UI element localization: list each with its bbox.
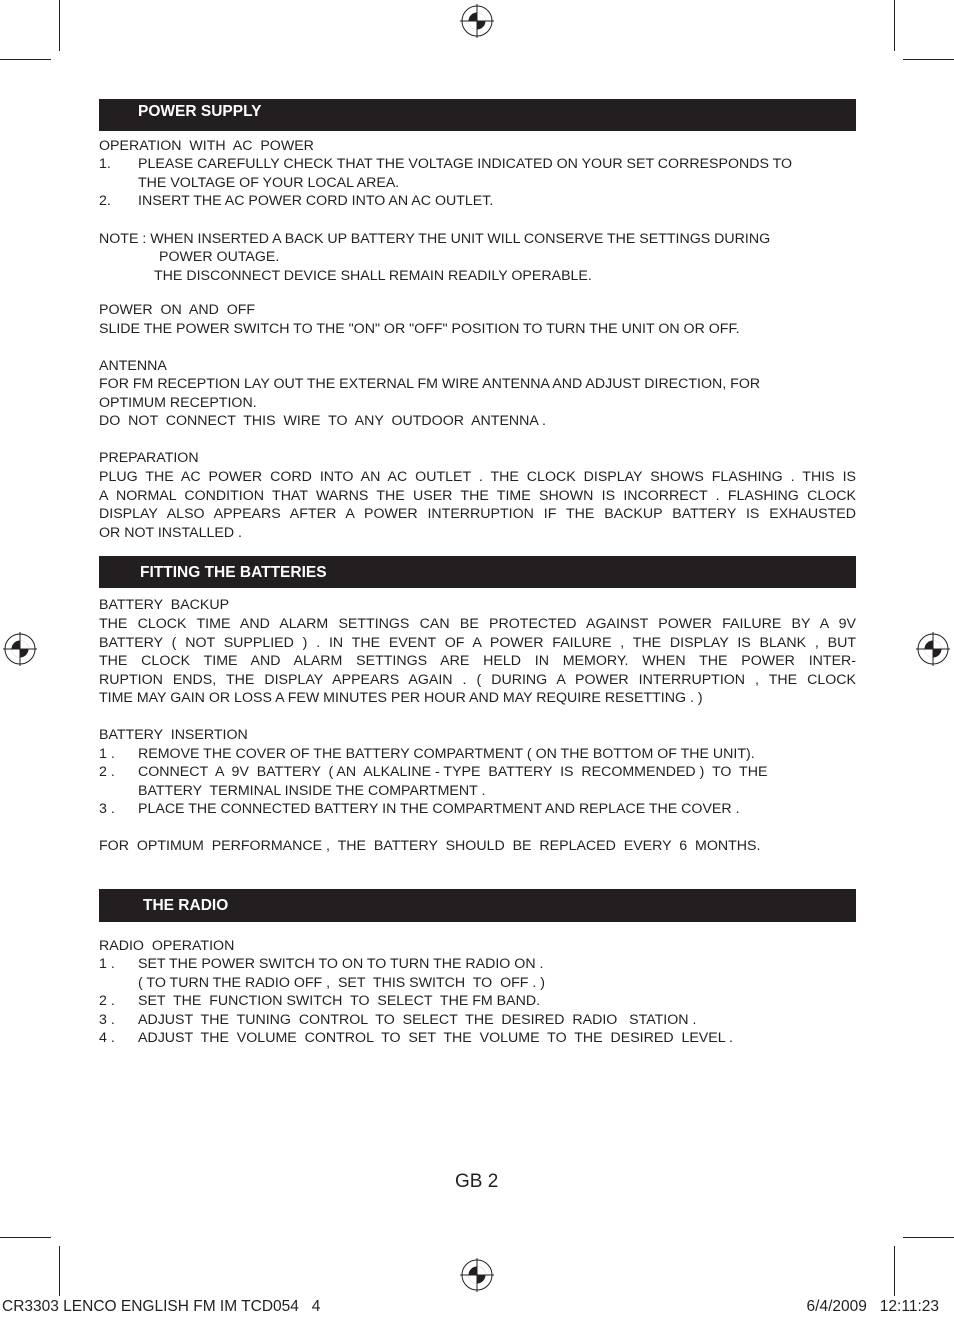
list-item-text: PLEASE CAREFULLY CHECK THAT THE VOLTAGE INDICATED ON YOUR SET CORRESPONDS TO bbox=[138, 156, 793, 172]
paragraph-line: PLUG THE AC POWER CORD INTO AN AC OUTLET . THE CLOCK DISPLAY SHOWS FLASHING . THIS IS bbox=[99, 469, 856, 485]
page-number: GB 2 bbox=[455, 1171, 499, 1192]
subheading-operation: OPERATION WITH AC POWER bbox=[99, 138, 314, 154]
paragraph-text: OPTIMUM RECEPTION. bbox=[99, 395, 257, 411]
registration-mark-icon bbox=[916, 632, 950, 666]
paragraph-text: FOR OPTIMUM PERFORMANCE , THE BATTERY SHOULD BE REPLACED EVERY 6 MONTHS. bbox=[99, 838, 761, 854]
list-item-text: PLACE THE CONNECTED BATTERY IN THE COMPARTMENT AND REPLACE THE COVER . bbox=[138, 801, 740, 817]
note-text: NOTE : WHEN INSERTED A BACK UP BATTERY THE UNIT WILL CONSERVE THE SETTINGS DURING bbox=[99, 231, 771, 247]
crop-mark-icon bbox=[0, 59, 51, 60]
list-number: 1 . bbox=[99, 956, 115, 972]
paragraph-text: DO NOT CONNECT THIS WIRE TO ANY OUTDOOR ANTENNA . bbox=[99, 413, 546, 429]
paragraph-line: TIME MAY GAIN OR LOSS A FEW MINUTES PER HOUR AND MAY REQUIRE RESETTING . ) bbox=[99, 690, 703, 707]
paragraph-text: FOR FM RECEPTION LAY OUT THE EXTERNAL FM WIRE ANTENNA AND ADJUST DIRECTION, FOR bbox=[99, 376, 761, 392]
section-title: POWER SUPPLY bbox=[138, 103, 262, 120]
paragraph-line: THE CLOCK TIME AND ALARM SETTINGS ARE HELD IN MEMORY. WHEN THE POWER INTER- bbox=[99, 653, 856, 670]
list-number: 2 . bbox=[99, 764, 115, 780]
list-number: 3 . bbox=[99, 801, 115, 817]
list-number: 4 . bbox=[99, 1030, 115, 1046]
section-header-batteries bbox=[99, 556, 856, 588]
footer-timestamp: 6/4/2009 12:11:23 bbox=[806, 1298, 939, 1315]
list-item-text: CONNECT A 9V BATTERY ( AN ALKALINE - TYPE BATTERY IS RECOMMENDED ) TO THE bbox=[138, 764, 768, 780]
crop-mark-icon bbox=[59, 1246, 60, 1296]
note-text: POWER OUTAGE. bbox=[159, 249, 280, 265]
crop-mark-icon bbox=[894, 1246, 895, 1296]
registration-mark-icon bbox=[3, 632, 37, 666]
section-header-radio bbox=[99, 889, 856, 922]
crop-mark-icon bbox=[59, 0, 60, 51]
registration-mark-icon bbox=[460, 4, 494, 38]
crop-mark-icon bbox=[903, 59, 954, 60]
paragraph-battery-backup bbox=[99, 615, 856, 708]
crop-mark-icon bbox=[903, 1237, 954, 1238]
crop-mark-icon bbox=[894, 0, 895, 51]
footer-file-info: CR3303 LENCO ENGLISH FM IM TCD054 4 bbox=[2, 1298, 321, 1315]
subheading-power-on-off: POWER ON AND OFF bbox=[99, 302, 256, 318]
section-title: THE RADIO bbox=[143, 897, 229, 914]
list-number: 3 . bbox=[99, 1012, 115, 1028]
list-item-text: ( TO TURN THE RADIO OFF , SET THIS SWITCH TO OFF . ) bbox=[138, 975, 546, 991]
list-number: 1 . bbox=[99, 746, 115, 762]
section-header-power-supply bbox=[99, 99, 856, 131]
paragraph-line: THE CLOCK TIME AND ALARM SETTINGS CAN BE PROTECTED AGAINST POWER FAILURE BY A 9V bbox=[99, 616, 856, 632]
list-item-text: SET THE POWER SWITCH TO ON TO TURN THE RADIO ON . bbox=[138, 956, 544, 972]
list-item-text: THE VOLTAGE OF YOUR LOCAL AREA. bbox=[138, 175, 400, 191]
list-number: 2 . bbox=[99, 993, 115, 1009]
list-item-text: ADJUST THE VOLUME CONTROL TO SET THE VOLUME TO THE DESIRED LEVEL . bbox=[138, 1030, 733, 1046]
paragraph-line: RUPTION ENDS, THE DISPLAY APPEARS AGAIN . ( DURING A POWER INTERRUPTION , THE CLOCK bbox=[99, 671, 856, 688]
list-item-text: REMOVE THE COVER OF THE BATTERY COMPARTMENT ( ON THE BOTTOM OF THE UNIT). bbox=[138, 746, 755, 762]
paragraph-line: BATTERY ( NOT SUPPLIED ) . IN THE EVENT OF A POWER FAILURE , THE DISPLAY IS BLANK , BUT bbox=[99, 634, 856, 651]
paragraph-line: A NORMAL CONDITION THAT WARNS THE USER THE TIME SHOWN IS INCORRECT . FLASHING CLOCK bbox=[99, 487, 856, 504]
subheading-radio-operation: RADIO OPERATION bbox=[99, 938, 235, 954]
subheading-preparation: PREPARATION bbox=[99, 450, 199, 466]
list-item-text: SET THE FUNCTION SWITCH TO SELECT THE FM BAND. bbox=[138, 993, 541, 1009]
paragraph-line: OR NOT INSTALLED . bbox=[99, 524, 242, 541]
subheading-battery-insertion: BATTERY INSERTION bbox=[99, 727, 248, 743]
list-number: 1. bbox=[99, 156, 111, 172]
paragraph-text: SLIDE THE POWER SWITCH TO THE "ON" OR "OFF" POSITION TO TURN THE UNIT ON OR OFF. bbox=[99, 321, 740, 337]
paragraph-preparation bbox=[99, 468, 856, 542]
paragraph-line: DISPLAY ALSO APPEARS AFTER A POWER INTERRUPTION IF THE BACKUP BATTERY IS EXHAUSTED bbox=[99, 506, 856, 523]
registration-mark-icon bbox=[460, 1258, 494, 1292]
list-item-text: INSERT THE AC POWER CORD INTO AN AC OUTLET. bbox=[138, 193, 494, 209]
list-number: 2. bbox=[99, 193, 111, 209]
subheading-battery-backup: BATTERY BACKUP bbox=[99, 597, 230, 613]
subheading-antenna: ANTENNA bbox=[99, 358, 167, 374]
list-item-text: BATTERY TERMINAL INSIDE THE COMPARTMENT . bbox=[138, 783, 486, 799]
section-title: FITTING THE BATTERIES bbox=[140, 564, 327, 581]
crop-mark-icon bbox=[0, 1237, 51, 1238]
note-text: THE DISCONNECT DEVICE SHALL REMAIN READILY OPERABLE. bbox=[154, 268, 592, 284]
list-item-text: ADJUST THE TUNING CONTROL TO SELECT THE DESIRED RADIO STATION . bbox=[138, 1012, 697, 1028]
